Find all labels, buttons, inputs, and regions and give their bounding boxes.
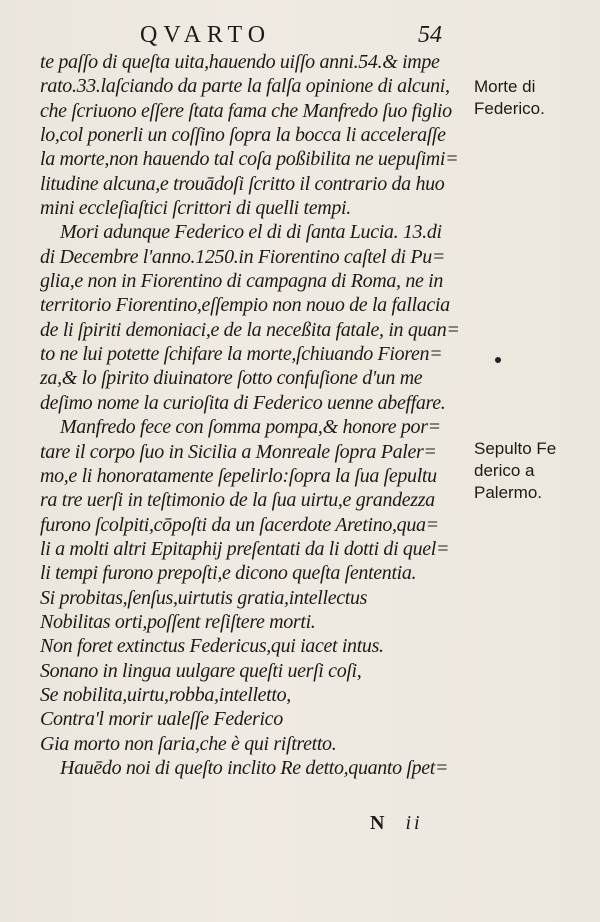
text-line: li a molti altri Epitaphij preſentati da li dotti di quel=	[40, 537, 450, 560]
text-line: rato.33.laſciando da parte la falſa opinione di alcuni,	[40, 75, 450, 98]
margin-note-line: Sepulto Fe	[474, 439, 557, 458]
text-line: mo,e li honoratamente ſepelirlo:ſopra la ſua ſepultu	[40, 464, 437, 487]
body-text	[40, 50, 470, 780]
text-line: de li ſpiriti demoniaci,e de la neceßita fatale, in quan=	[40, 318, 460, 341]
text-line: Sonano in lingua uulgare queſti uerſi coſi,	[40, 659, 362, 682]
text-line: lo,col ponerli un coſſino ſopra la bocca li acceleraſſe	[40, 124, 446, 147]
text-line: mini eccleſiaſtici ſcrittori di quelli tempi.	[40, 197, 351, 220]
verse-line: Se nobilita,uirtu,robba,intelletto,	[40, 683, 291, 706]
text-line: che ſcriuono eſſere ſtata fama che Manfredo ſuo figlio	[40, 99, 452, 122]
text-line: glia,e non in Fiorentino di campagna di Roma, ne in	[40, 270, 444, 293]
text-line: za,& lo ſpirito diuinatore ſotto confuſione d'un me	[40, 367, 423, 390]
margin-note-line: Palermo.	[474, 483, 543, 502]
text-line: litudine alcuna,e trouādoſi ſcritto il contrario da huo	[40, 172, 445, 195]
text-line: di Decembre l'anno.1250.in Fiorentino caſtel di Pu=	[40, 245, 446, 268]
text-line: Mori adunque Federico el di di ſanta Lucia. 13.di	[60, 221, 442, 244]
text-line: territorio Fiorentino,eſſempio non nouo de la fallacia	[40, 294, 450, 317]
text-line: te paſſo di queſta uita,hauendo uiſſo anni.54.& impe	[40, 51, 440, 73]
text-line: Manfredo fece con ſomma pompa,& honore por=	[60, 416, 441, 439]
text-line: Hauēdo noi di queſto inclito Re detto,quanto ſpet=	[60, 756, 449, 779]
verse-line: Nobilitas orti,poſſent reſiſtere morti.	[40, 610, 316, 633]
verse-line: Si probitas,ſenſus,uirtutis gratia,intellectus	[40, 586, 368, 609]
signature-number: ii	[405, 812, 423, 834]
verse-line: Contra'l morir ualeſſe Federico	[40, 708, 283, 731]
text-line: to ne lui potette ſchifare la morte,ſchiuando Fioren=	[40, 343, 443, 366]
verse-line: Gia morto non ſaria,che è qui riſtretto.	[40, 732, 337, 755]
text-line: ra tre uerſi in teſtimonio de la ſua uirtu,e grandezza	[40, 489, 435, 512]
text-line: li tempi furono prepoſti,e dicono queſta ſententia.	[40, 562, 417, 585]
text-line: furono ſcolpiti,cōpoſti da un ſacerdote Aretino,qua=	[40, 513, 439, 536]
margin-note-line: Federico.	[474, 99, 545, 118]
margin-note-burial	[474, 438, 556, 504]
text-line: deſimo nome la curioſita di Federico uenne abeffare.	[40, 391, 446, 414]
text-line: tare il corpo ſuo in Sicilia a Monreale ſopra Paler=	[40, 440, 437, 463]
margin-note-death-of-frederick	[474, 76, 545, 120]
running-title: QVARTO	[140, 22, 272, 48]
signature-mark	[370, 812, 423, 835]
margin-note-line: derico a	[474, 461, 535, 480]
verse-line: Non foret extinctus Federicus,qui iacet intus.	[40, 635, 384, 658]
page-number: 54	[418, 22, 442, 48]
text-line: la morte,non hauendo tal coſa poßibilita ne uериſimi=	[40, 148, 459, 171]
margin-note-line: Morte di	[474, 77, 536, 96]
signature-letter: N	[370, 812, 388, 834]
running-head	[0, 22, 600, 52]
margin-bullet-icon	[495, 357, 501, 363]
